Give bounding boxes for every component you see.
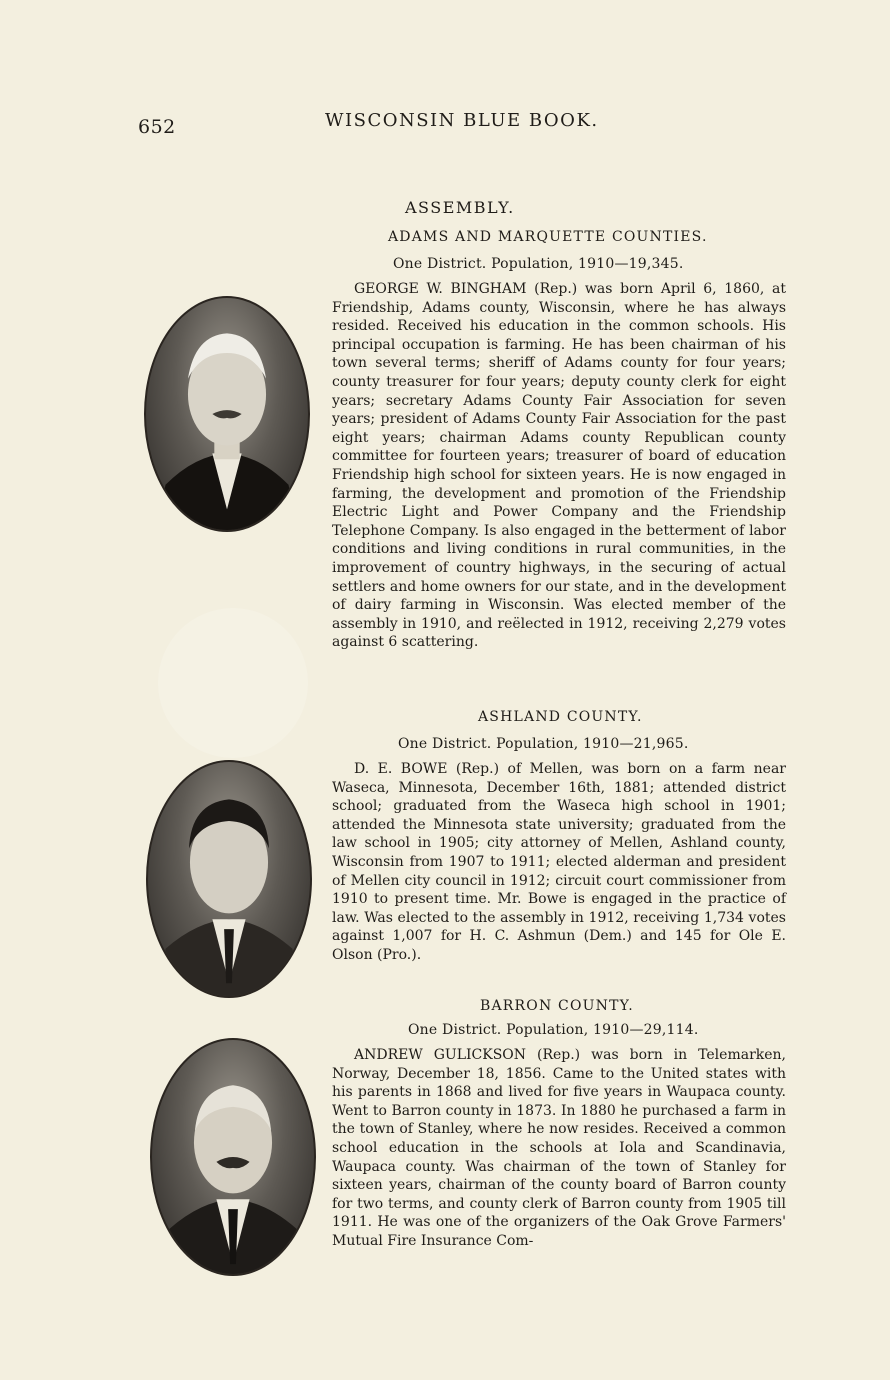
portrait-figure [152, 1040, 314, 1274]
district-population-line: One District. Population, 1910—21,965. [398, 736, 689, 752]
biography-text: D. E. BOWE (Rep.) of Mellen, was born on a farm near Waseca, Minnesota, December 16th, 1881; attended district school; graduated from the Waseca high school in 1901; attended the Minnesota state university; graduated from the law school in 1905; city attorney of Mellen, Ashland county, Wisconsin from 1907 to 1911; elected alderman and president of Mellen city council in 1912; circuit court commissioner from 1910 to present time. Mr. Bowe is engaged in the practice of law. Was elected to the assembly in 1912, receiving 1,734 votes against 1,007 for H. C. Ashmun (Dem.) and 145 for Ole E. Olson (Pro.). [332, 761, 786, 963]
biography-paragraph [332, 280, 786, 652]
page-number: 652 [138, 116, 176, 138]
biography-paragraph [332, 1046, 786, 1251]
portrait-photo [150, 1038, 316, 1276]
section-title: ASSEMBLY. [405, 198, 515, 217]
district-population-line: One District. Population, 1910—19,345. [393, 256, 684, 272]
biography-text: GEORGE W. BINGHAM (Rep.) was born April 6, 1860, at Friendship, Adams county, Wisconsin, where he has always resided. Received his education in the common schools. His principal occupation is farming. He has been chairman of his town several terms; sheriff of Adams county for four years; county treasurer for four years; deputy county clerk for eight years; secretary Adams County Fair Association for seven years; president of Adams County Fair Association for the past eight years; chairman Adams county Republican county committee for fourteen years; treasurer of board of education Friendship high school for sixteen years. He is now engaged in farming, the development and promotion of the Friendship Electric Light and Power Company and the Friendship Telephone Company. Is also engaged in the betterment of labor conditions and living conditions in rural communities, in the improvement of country highways, in the securing of actual settlers and home owners for our state, and in the development of dairy farming in Wisconsin. Was elected member of the assembly in 1910, and reëlected in 1912, receiving 2,279 votes against 6 scattering. [332, 281, 786, 651]
page-bleedthrough [158, 608, 308, 758]
portrait-photo [144, 296, 310, 532]
county-heading: ADAMS AND MARQUETTE COUNTIES. [388, 229, 708, 245]
biography-paragraph [332, 760, 786, 965]
running-head: WISCONSIN BLUE BOOK. [325, 110, 599, 131]
county-heading: ASHLAND COUNTY. [478, 709, 643, 725]
biography-text: ANDREW GULICKSON (Rep.) was born in Telemarken, Norway, December 18, 1856. Came to the United states with his parents in 1868 and lived for five years in Waupaca county. Went to Barron county in 1873. In 1880 he purchased a farm in the town of Stanley, where he now resides. Received a common school education in the schools at Iola and Scandinavia, Waupaca county. Was chairman of the town of Stanley for sixteen years, chairman of the county board of Barron county for two terms, and county clerk of Barron county from 1905 till 1911. He was one of the organizers of the Oak Grove Farmers' Mutual Fire Insurance Com- [332, 1047, 786, 1249]
county-heading: BARRON COUNTY. [480, 998, 634, 1014]
district-population-line: One District. Population, 1910—29,114. [408, 1022, 699, 1038]
portrait-photo [146, 760, 312, 998]
portrait-figure [146, 298, 308, 530]
portrait-figure [148, 762, 310, 996]
